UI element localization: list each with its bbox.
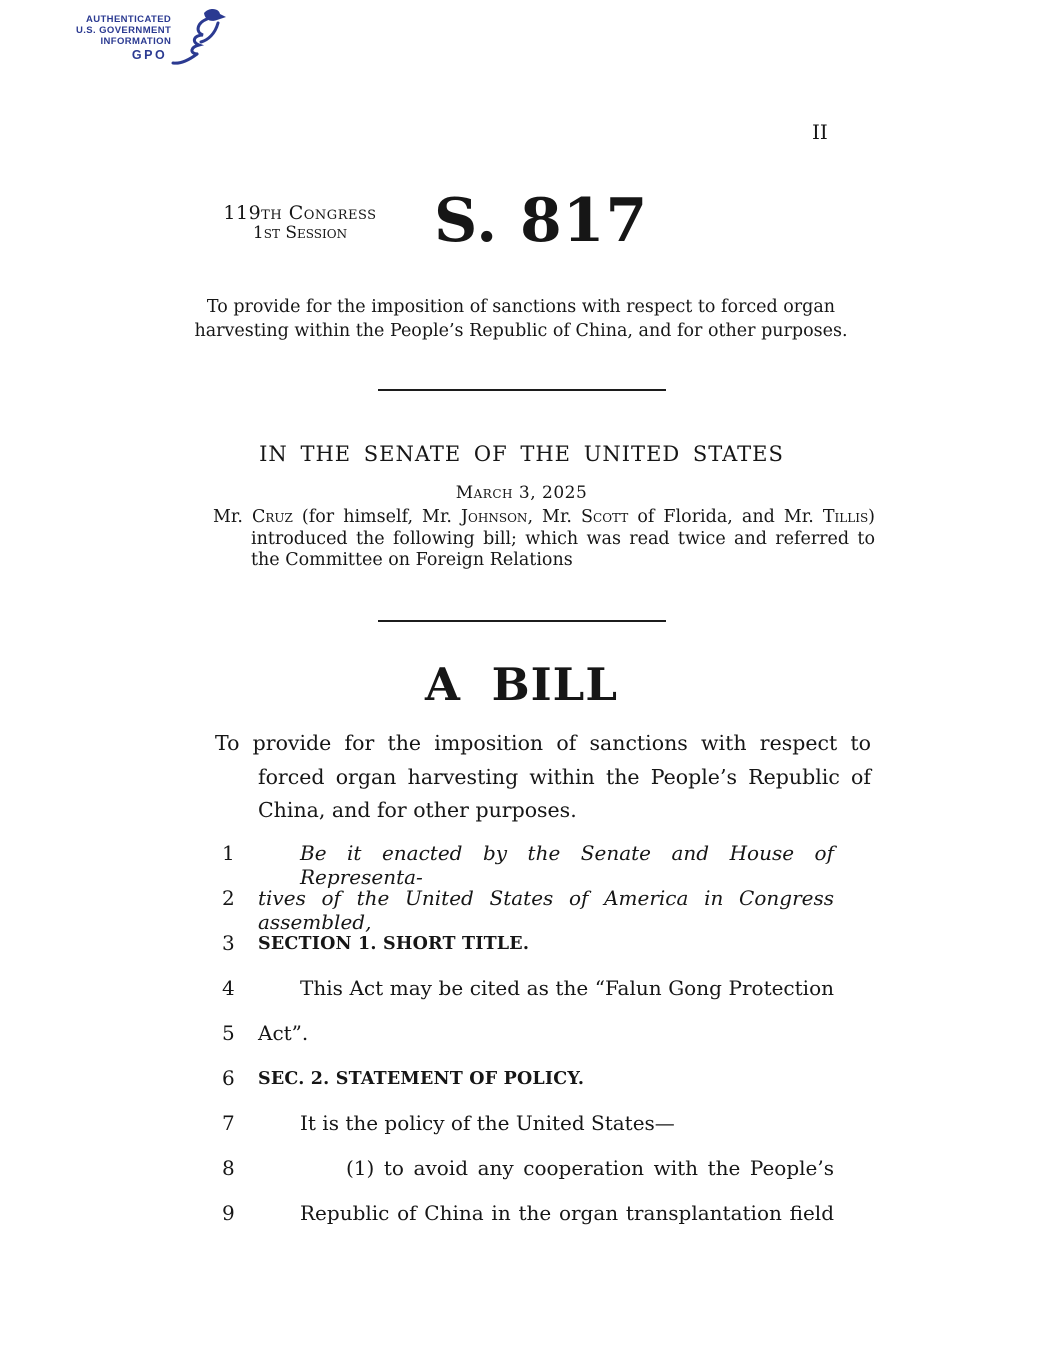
session-label: 1st Session [252,223,348,243]
line-number: 5 [222,1021,235,1045]
official-title-summary: To provide for the imposition of sanctions with respect to forced organ harvesting within the People’s Republic of China, and for other purposes. [194,297,848,341]
line-number: 6 [222,1066,235,1090]
a-bill-heading: A BILL [425,658,618,711]
introduction-date: March 3, 2025 [455,483,588,503]
gpo-acronym: GPO [131,48,168,62]
bill-line-2 [222,886,834,934]
line-number: 9 [222,1201,235,1225]
line-text: Republic of China in the organ transplantation field [300,1201,834,1225]
line-number: 3 [222,931,235,955]
bill-line-8 [222,1156,834,1201]
sponsor-text: of Florida, and Mr. [628,507,823,527]
line-number: 7 [222,1111,235,1135]
gpo-logo-line-2: U.S. GOVERNMENT [76,25,172,36]
line-text: SEC. 2. STATEMENT OF POLICY. [258,1069,585,1089]
gpo-logo-text [76,6,171,61]
gpo-logo-line-3: INFORMATION [100,36,172,47]
bill-line-4 [222,976,834,1021]
line-text: SECTION 1. SHORT TITLE. [258,934,530,954]
bill-line-6 [222,1066,834,1111]
sponsor-paragraph [213,507,875,572]
sponsor-text: Mr. [213,507,252,527]
line-number: 8 [222,1156,235,1180]
gpo-eagle-icon [171,6,227,68]
line-text: This Act may be cited as the “Falun Gong Protection [300,976,834,1000]
sponsor-name-tillis: Tillis [822,507,869,527]
line-text: (1) to avoid any cooperation with the People’s [346,1156,834,1180]
sponsor-text: , Mr. [527,507,582,527]
gpo-logo-line-1: AUTHENTICATED [85,14,172,25]
divider-rule-bottom [378,620,666,622]
purpose-paragraph: To provide for the imposition of sanctions with respect to forced organ harvesting within the People’s Republic of China, and for other purposes. [215,731,871,822]
line-text: Be it enacted by the Senate and House of Representa- [300,841,834,889]
sponsor-name-cruz: Cruz [251,507,293,527]
bill-line-1 [222,841,834,889]
bill-line-9 [222,1201,834,1246]
page-number: II [812,120,828,144]
line-text: It is the policy of the United States— [300,1111,675,1135]
gpo-logo [76,6,227,68]
line-number: 1 [222,841,235,865]
bill-text-body [222,841,834,1246]
line-text: Act”. [258,1021,309,1045]
line-number: 4 [222,976,235,1000]
chamber-heading: IN THE SENATE OF THE UNITED STATES [259,442,784,466]
sponsor-name-scott: Scott [581,507,629,527]
bill-line-5 [222,1021,834,1066]
line-number: 2 [222,886,235,910]
sponsor-text: ) introduced the following bill; which was read twice and referred to the Committee on Foreign Relations [251,507,875,570]
bill-number: S. 817 [434,186,649,256]
congress-label: 119th Congress [223,202,377,224]
bill-line-7 [222,1111,834,1156]
sponsor-name-johnson: Johnson [461,507,528,527]
congress-session-block [214,203,386,243]
line-text: tives of the United States of America in Congress assembled, [258,886,834,934]
bill-line-3 [222,931,834,976]
divider-rule-top [378,389,666,391]
sponsor-text: (for himself, Mr. [292,507,462,527]
